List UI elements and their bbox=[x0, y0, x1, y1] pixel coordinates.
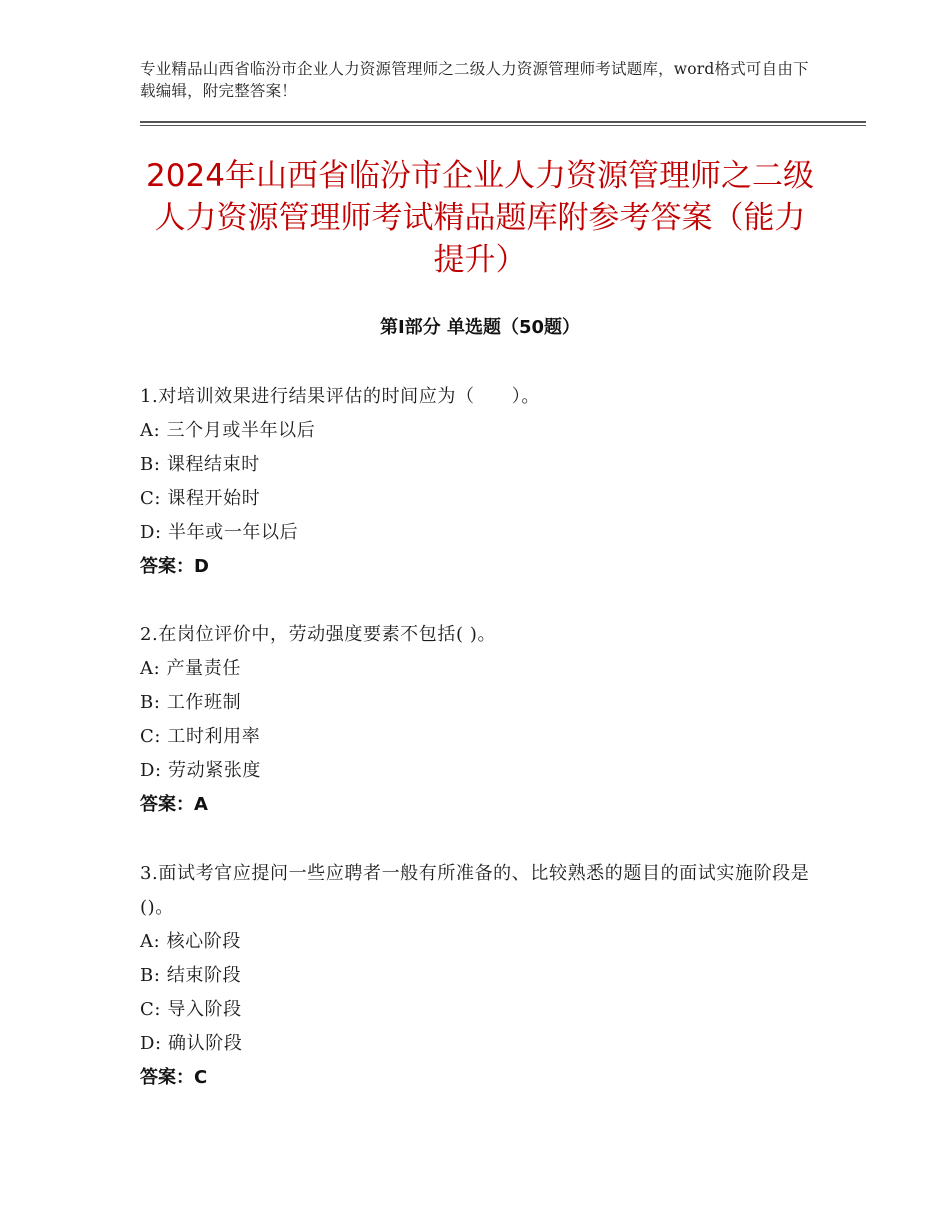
question-text: 3.面试考官应提问一些应聘者一般有所准备的、比较熟悉的题目的面试实施阶段是()。 bbox=[140, 863, 810, 918]
question-text: 1.对培训效果进行结果评估的时间应为（ ）。 bbox=[140, 386, 540, 407]
option-a: A: 核心阶段 bbox=[140, 931, 241, 952]
option-c: C: 导入阶段 bbox=[140, 999, 242, 1020]
option-d: D: 半年或一年以后 bbox=[140, 522, 299, 543]
option-d: D: 劳动紧张度 bbox=[140, 760, 262, 781]
option-c: C: 工时利用率 bbox=[140, 726, 261, 747]
option-a: A: 三个月或半年以后 bbox=[140, 420, 316, 441]
option-b: B: 结束阶段 bbox=[140, 965, 242, 986]
option-c: C: 课程开始时 bbox=[140, 488, 261, 509]
question-2 bbox=[140, 618, 820, 822]
question-3 bbox=[140, 857, 820, 1095]
header-rule-thick bbox=[140, 121, 866, 123]
option-a: A: 产量责任 bbox=[140, 658, 241, 679]
section-title: 第Ⅰ部分 单选题（50题） bbox=[379, 317, 580, 338]
option-b: B: 课程结束时 bbox=[140, 454, 260, 475]
document-title: 2024年山西省临汾市企业人力资源管理师之二级人力资源管理师考试精品题库附参考答案（能力提升） bbox=[146, 158, 814, 278]
question-text: 2.在岗位评价中，劳动强度要素不包括( )。 bbox=[140, 624, 497, 645]
option-d: D: 确认阶段 bbox=[140, 1033, 243, 1054]
question-1 bbox=[140, 380, 820, 584]
answer: 答案：A bbox=[140, 794, 208, 815]
header-note: 专业精品山西省临汾市企业人力资源管理师之二级人力资源管理师考试题库，word格式可自由下载编辑，附完整答案！ bbox=[140, 60, 809, 100]
answer: 答案：C bbox=[140, 1067, 208, 1088]
option-b: B: 工作班制 bbox=[140, 692, 242, 713]
answer: 答案：D bbox=[140, 556, 209, 577]
header-rule-thin bbox=[140, 125, 866, 126]
